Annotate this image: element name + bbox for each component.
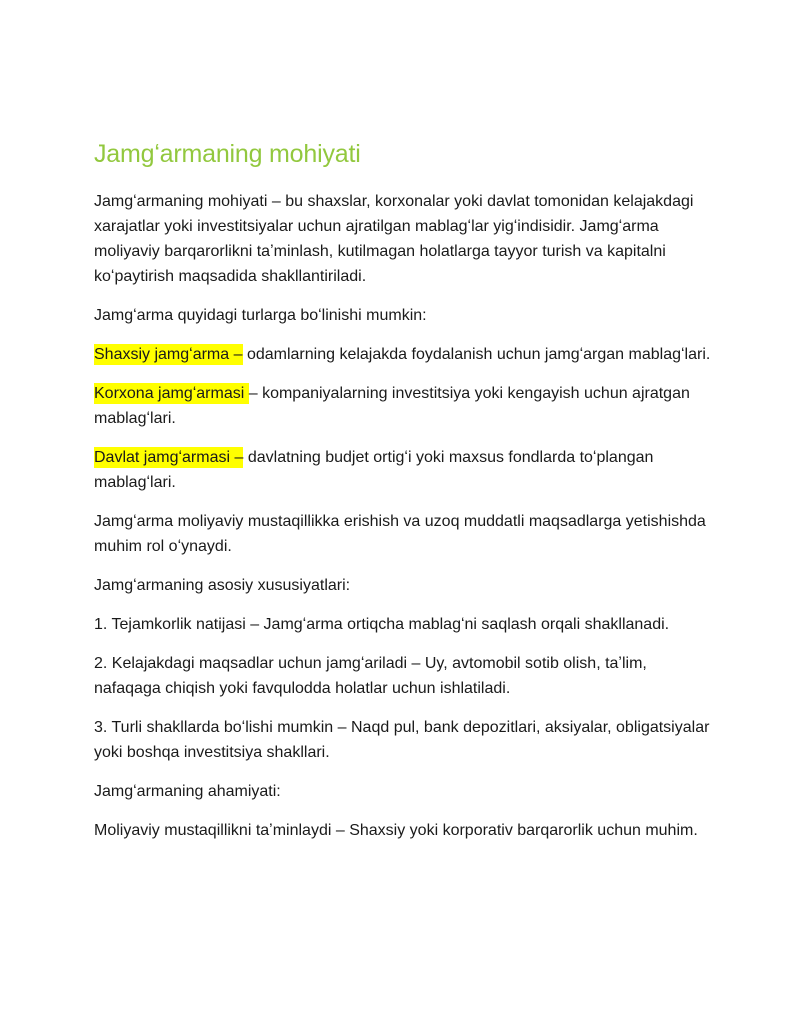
term-description: odamlarning kelajakda foydalanish uchun jamgʻargan mablagʻlari. <box>242 346 711 363</box>
importance-paragraph: Moliyaviy mustaqillikni taʼminlaydi – Shaxsiy yoki korporativ barqarorlik uchun muhim. <box>94 822 698 839</box>
term-description: davlatning budjet ortigʻi yoki maxsus fondlarda toʻplangan mablagʻlari. <box>94 449 654 491</box>
highlighted-term: Davlat jamgʻarmasi – <box>94 449 244 466</box>
importance-intro: Jamgʻarmaning ahamiyati: <box>94 783 281 800</box>
type-item-personal <box>94 342 714 367</box>
highlighted-term: Shaxsiy jamgʻarma – <box>94 346 243 363</box>
features-intro: Jamgʻarmaning asosiy xususiyatlari: <box>94 577 351 594</box>
document-title: Jamgʻarmaning mohiyati <box>94 140 361 168</box>
intro-paragraph: Jamgʻarmaning mohiyati – bu shaxslar, korxonalar yoki davlat tomonidan kelajakdagi xarajatlar yoki investitsiyalar uchun ajratilgan mablagʻlar yigʻindisidir. Jamgʻarma moliyaviy barqarorlikni taʼminlash, kutilmagan holatlarga tayyor turish va kapitalni koʻpaytirish maqsadida shakllantiriladi. <box>94 193 694 285</box>
types-intro: Jamgʻarma quyidagi turlarga boʻlinishi mumkin: <box>94 307 427 324</box>
type-item-company <box>94 381 714 431</box>
role-paragraph: Jamgʻarma moliyaviy mustaqillikka erishish va uzoq muddatli maqsadlarga yetishishda muhim rol oʻynaydi. <box>94 513 706 555</box>
feature-item: 3. Turli shakllarda boʻlishi mumkin – Naqd pul, bank depozitlari, aksiyalar, obligatsiyalar yoki boshqa investitsiya shakllari. <box>94 719 710 761</box>
term-description: – kompaniyalarning investitsiya yoki kengayish uchun ajratgan mablagʻlari. <box>94 385 690 427</box>
feature-item: 1. Tejamkorlik natijasi – Jamgʻarma ortiqcha mablagʻni saqlash orqali shakllanadi. <box>94 616 670 633</box>
type-item-state <box>94 445 714 495</box>
document-page <box>94 140 714 857</box>
highlighted-term: Korxona jamgʻarmasi <box>94 385 249 402</box>
feature-item: 2. Kelajakdagi maqsadlar uchun jamgʻariladi – Uy, avtomobil sotib olish, taʼlim, nafaqaga chiqish yoki favqulodda holatlar uchun ishlatiladi. <box>94 655 647 697</box>
